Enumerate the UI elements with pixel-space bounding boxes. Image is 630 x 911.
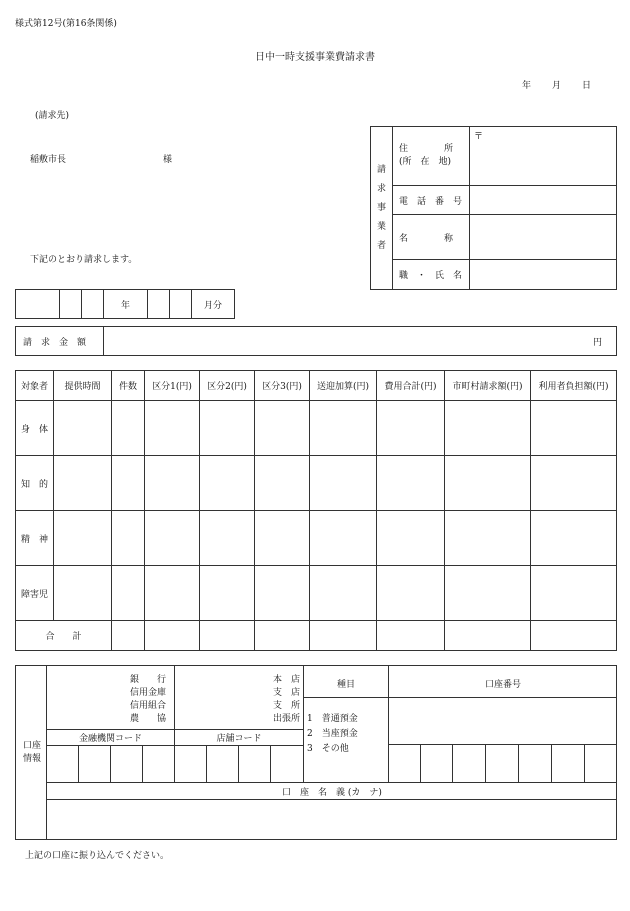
institution-type: 信用金庫: [129, 688, 166, 698]
table-row: [16, 401, 617, 456]
account-holder-field[interactable]: [47, 800, 617, 839]
representative-field[interactable]: [470, 260, 617, 290]
addressee-honorific: 様: [163, 155, 173, 165]
branch-code-label: 店舗コード: [216, 734, 262, 744]
date-day-label: 日: [582, 81, 592, 91]
row-label: 知 的: [16, 456, 54, 511]
amount-unit: 円: [592, 337, 602, 348]
page-title: 日中一時支援事業費請求書: [255, 52, 375, 63]
year-digit-2[interactable]: [82, 290, 104, 319]
branch-type: 本 店: [272, 675, 300, 685]
phone-field[interactable]: [470, 186, 617, 215]
col-header: 市町村請求額(円): [445, 371, 531, 401]
month-digit-1[interactable]: [148, 290, 170, 319]
account-header: 口座番号: [484, 680, 521, 690]
branch-type: 出張所: [272, 714, 300, 724]
row-label: 障害児: [16, 566, 54, 621]
col-header: 送迎加算(円): [310, 371, 377, 401]
era-cell[interactable]: [16, 290, 60, 319]
footer-text: 上記の口座に振り込んでください。: [25, 851, 170, 861]
table-row: [16, 566, 617, 621]
branch-type: 支 店: [272, 688, 300, 698]
institution-type: 信用組合: [129, 701, 166, 711]
table-row: [16, 456, 617, 511]
col-header: 区分2(円): [200, 371, 255, 401]
addressee-name: 稲敷市長: [30, 155, 67, 165]
institution-types: [124, 674, 172, 726]
addressee-label: (請求先): [35, 111, 70, 121]
table-row: [16, 511, 617, 566]
account-type-option[interactable]: 2 当座預金: [307, 729, 358, 739]
date-year-label: 年: [522, 81, 532, 91]
amount-table: [15, 326, 617, 356]
postal-mark: 〒: [474, 132, 484, 142]
bank-section: [15, 665, 617, 840]
period-year-label: 年: [104, 290, 148, 319]
provider-group-label: 請 求 事 業 者: [371, 127, 393, 290]
date-month-label: 月: [552, 81, 562, 91]
request-text: 下記のとおり請求します。: [30, 255, 138, 265]
phone-label: 電 話 番 号: [393, 186, 470, 215]
representative-label: 職 ・ 氏 名: [393, 260, 470, 290]
branch-types: [264, 674, 300, 726]
period-month-label: 月分: [192, 290, 235, 319]
address-field[interactable]: [470, 127, 617, 186]
year-digit-1[interactable]: [60, 290, 82, 319]
bank-section-label: 口座情報: [22, 741, 41, 764]
col-header: 費用合計(円): [377, 371, 445, 401]
account-type-option[interactable]: 3 その他: [307, 744, 349, 754]
period-table: [15, 289, 235, 319]
detail-table: [15, 370, 617, 651]
col-header: 区分3(円): [255, 371, 310, 401]
amount-field[interactable]: [104, 327, 617, 356]
org-name-field[interactable]: [470, 215, 617, 260]
account-type-option[interactable]: 1 普通預金: [307, 714, 358, 724]
amount-label: 請 求 金 額: [16, 327, 104, 356]
total-row: [16, 621, 617, 651]
branch-type: 支 所: [272, 701, 300, 711]
address-label: 住 所 (所 在 地): [393, 127, 470, 186]
form-number: 様式第12号(第16条関係): [15, 19, 117, 29]
org-name-label: 名 称: [393, 215, 470, 260]
account-types: [307, 712, 358, 757]
col-header: 利用者負担額(円): [531, 371, 617, 401]
col-header: 対象者: [16, 371, 54, 401]
institution-type: 農 協: [129, 714, 166, 724]
bank-code-label: 金融機関コード: [78, 734, 142, 744]
total-label: 合 計: [16, 621, 112, 651]
provider-table: [370, 126, 617, 290]
account-holder-label: 口 座 名 義 (カ ナ): [282, 788, 382, 798]
row-label: 精 神: [16, 511, 54, 566]
col-header: 件数: [112, 371, 145, 401]
institution-type: 銀 行: [129, 675, 166, 685]
type-header: 種目: [336, 680, 355, 690]
col-header: 提供時間: [54, 371, 112, 401]
month-digit-2[interactable]: [170, 290, 192, 319]
col-header: 区分1(円): [145, 371, 200, 401]
row-label: 身 体: [16, 401, 54, 456]
